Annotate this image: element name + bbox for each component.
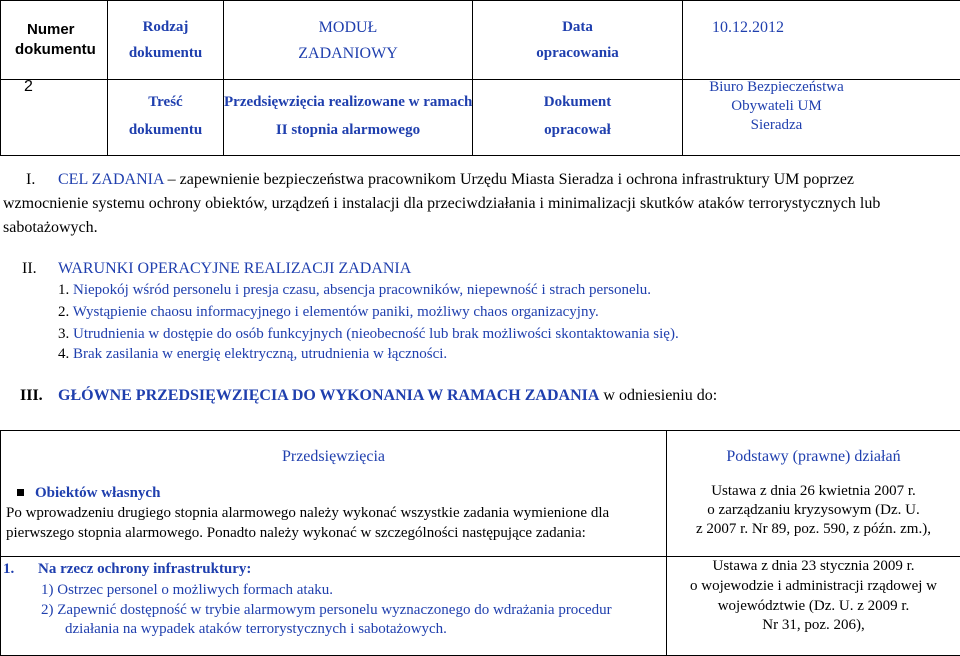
date-label-line1: Data — [473, 19, 682, 36]
header-number-value-cell — [1, 80, 108, 156]
header-content-value-cell — [224, 80, 473, 156]
tasks-row-infrastructure-basis — [667, 557, 960, 656]
item-number: 1. — [58, 282, 69, 298]
infra-basis-line2: o wojewodzie i administracji rządowej w — [667, 578, 960, 595]
infrastructure-item1: 1) Ostrzec personel o możliwych formach ataku. — [41, 582, 333, 599]
bullet-square-icon — [17, 489, 24, 496]
content-label-line1: Treść — [108, 94, 223, 111]
section-goal-line1-text: – zapewnienie bezpieczeństwa pracownikom Urzędu Miasta Sieradza i ochrona infrastruktury UM poprzez — [164, 171, 854, 188]
item-number: 4. — [58, 346, 69, 362]
section-goal-line2: wzmocnienie systemu ochrony obiektów, urządzeń i instalacji dla przeciwdziałania i minimalizacji skutków ataków terrorystycznych lub — [3, 195, 880, 213]
infra-basis-line3: województwie (Dz. U. z 2009 r. — [667, 598, 960, 615]
module-label-line2: ZADANIOWY — [224, 45, 472, 63]
document-number: 2 — [24, 78, 33, 96]
own-objects-title: Obiektów własnych — [35, 485, 160, 502]
tasks-row-own-objects-basis — [667, 431, 960, 557]
column-header-legal-basis: Podstawy (prawne) działań — [667, 448, 960, 466]
type-label-line2: dokumentu — [108, 45, 223, 62]
module-label-line1: MODUŁ — [224, 19, 472, 37]
infrastructure-title: Na rzecz ochrony infrastruktury: — [38, 561, 251, 578]
content-label-line2: dokumentu — [108, 122, 223, 139]
date-label-line2: opracowania — [473, 45, 682, 62]
legal-basis-line2: o zarządzaniu kryzysowym (Dz. U. — [667, 502, 960, 519]
own-objects-text-line1: Po wprowadzeniu drugiego stopnia alarmowego należy wykonać wszystkie zadania wymienione dla — [6, 505, 609, 522]
content-value-line2: II stopnia alarmowego — [224, 122, 472, 139]
tasks-row-own-objects — [1, 431, 667, 557]
tasks-table — [0, 430, 960, 656]
item-number: 3. — [58, 326, 69, 342]
infra-basis-line4: Nr 31, poz. 206), — [667, 617, 960, 634]
author-org-line3: Sieradza — [683, 116, 870, 135]
document-date: 10.12.2012 — [712, 19, 784, 37]
item-text: Wystąpienie chaosu informacyjnego i elementów paniki, możliwy chaos organizacyjny. — [73, 304, 599, 320]
own-objects-text-line2: pierwszego stopnia alarmowego. Ponadto należy wykonać w szczególności następujące zadania: — [6, 525, 586, 542]
section-goal-line3: sabotażowych. — [3, 219, 98, 237]
section-goal-heading: CEL ZADANIA — [58, 171, 164, 188]
header-module-cell — [224, 1, 473, 80]
number-title-line1: Numer — [27, 21, 75, 38]
tasks-row-infrastructure — [1, 557, 667, 656]
section-goal-number: I. — [26, 171, 35, 189]
legal-basis-line1: Ustawa z dnia 26 kwietnia 2007 r. — [667, 483, 960, 500]
infrastructure-item2-line1: 2) Zapewnić dostępność w trybie alarmowym personelu wyznaczonego do wdrażania procedur — [41, 602, 612, 619]
item-text: Brak zasilania w energię elektryczną, utrudnienia w łączności. — [73, 346, 447, 362]
infra-basis-line1: Ustawa z dnia 23 stycznia 2009 r. — [667, 558, 960, 575]
header-date-label-cell — [473, 1, 683, 80]
item-text: Niepokój wśród personelu i presja czasu, absencja pracowników, niepewność i strach personelu. — [73, 282, 651, 298]
legal-basis-line3: z 2007 r. Nr 89, poz. 590, z późn. zm.), — [667, 521, 960, 538]
item-number: 2. — [58, 304, 69, 320]
author-org-line2: Obywateli UM — [683, 97, 870, 116]
section-conditions-number: II. — [22, 260, 37, 278]
conditions-list-item — [58, 346, 447, 363]
conditions-list-item — [58, 304, 599, 321]
number-title-line2: dokumentu — [15, 41, 96, 58]
header-type-cell — [108, 1, 224, 80]
section-main-tasks-heading: GŁÓWNE PRZEDSIĘWZIĘCIA DO WYKONANIA W RAMACH ZADANIA — [58, 387, 599, 404]
infrastructure-item2-line2: działania na wypadek ataków terrorystycznych i sabotażowych. — [65, 621, 447, 638]
item-text: Utrudnienia w dostępie do osób funkcyjnych (nieobecność lub brak możliwości skontaktowania się). — [73, 326, 679, 342]
header-number-cell — [1, 1, 108, 80]
header-author-label-cell — [473, 80, 683, 156]
header-date-value-cell — [683, 1, 960, 80]
content-value-line1: Przedsięwzięcia realizowane w ramach — [224, 94, 472, 111]
column-header-tasks: Przedsięwzięcia — [1, 448, 666, 466]
section-conditions-heading: WARUNKI OPERACYJNE REALIZACJI ZADANIA — [58, 260, 411, 278]
author-label-line1: Dokument — [473, 94, 682, 111]
header-author-value-cell — [683, 80, 960, 156]
author-label-line2: opracował — [473, 122, 682, 139]
header-content-label-cell — [108, 80, 224, 156]
author-org-line1: Biuro Bezpieczeństwa — [683, 78, 870, 97]
conditions-list-item — [58, 326, 679, 343]
conditions-list-item — [58, 282, 651, 299]
section-main-tasks-tail: w odniesieniu do: — [599, 387, 717, 404]
document-header-table — [0, 0, 960, 156]
type-label-line1: Rodzaj — [108, 19, 223, 36]
section-main-tasks-number: III. — [20, 387, 43, 405]
section-goal-line1 — [58, 171, 954, 189]
infrastructure-number-val: 1. — [3, 561, 14, 578]
